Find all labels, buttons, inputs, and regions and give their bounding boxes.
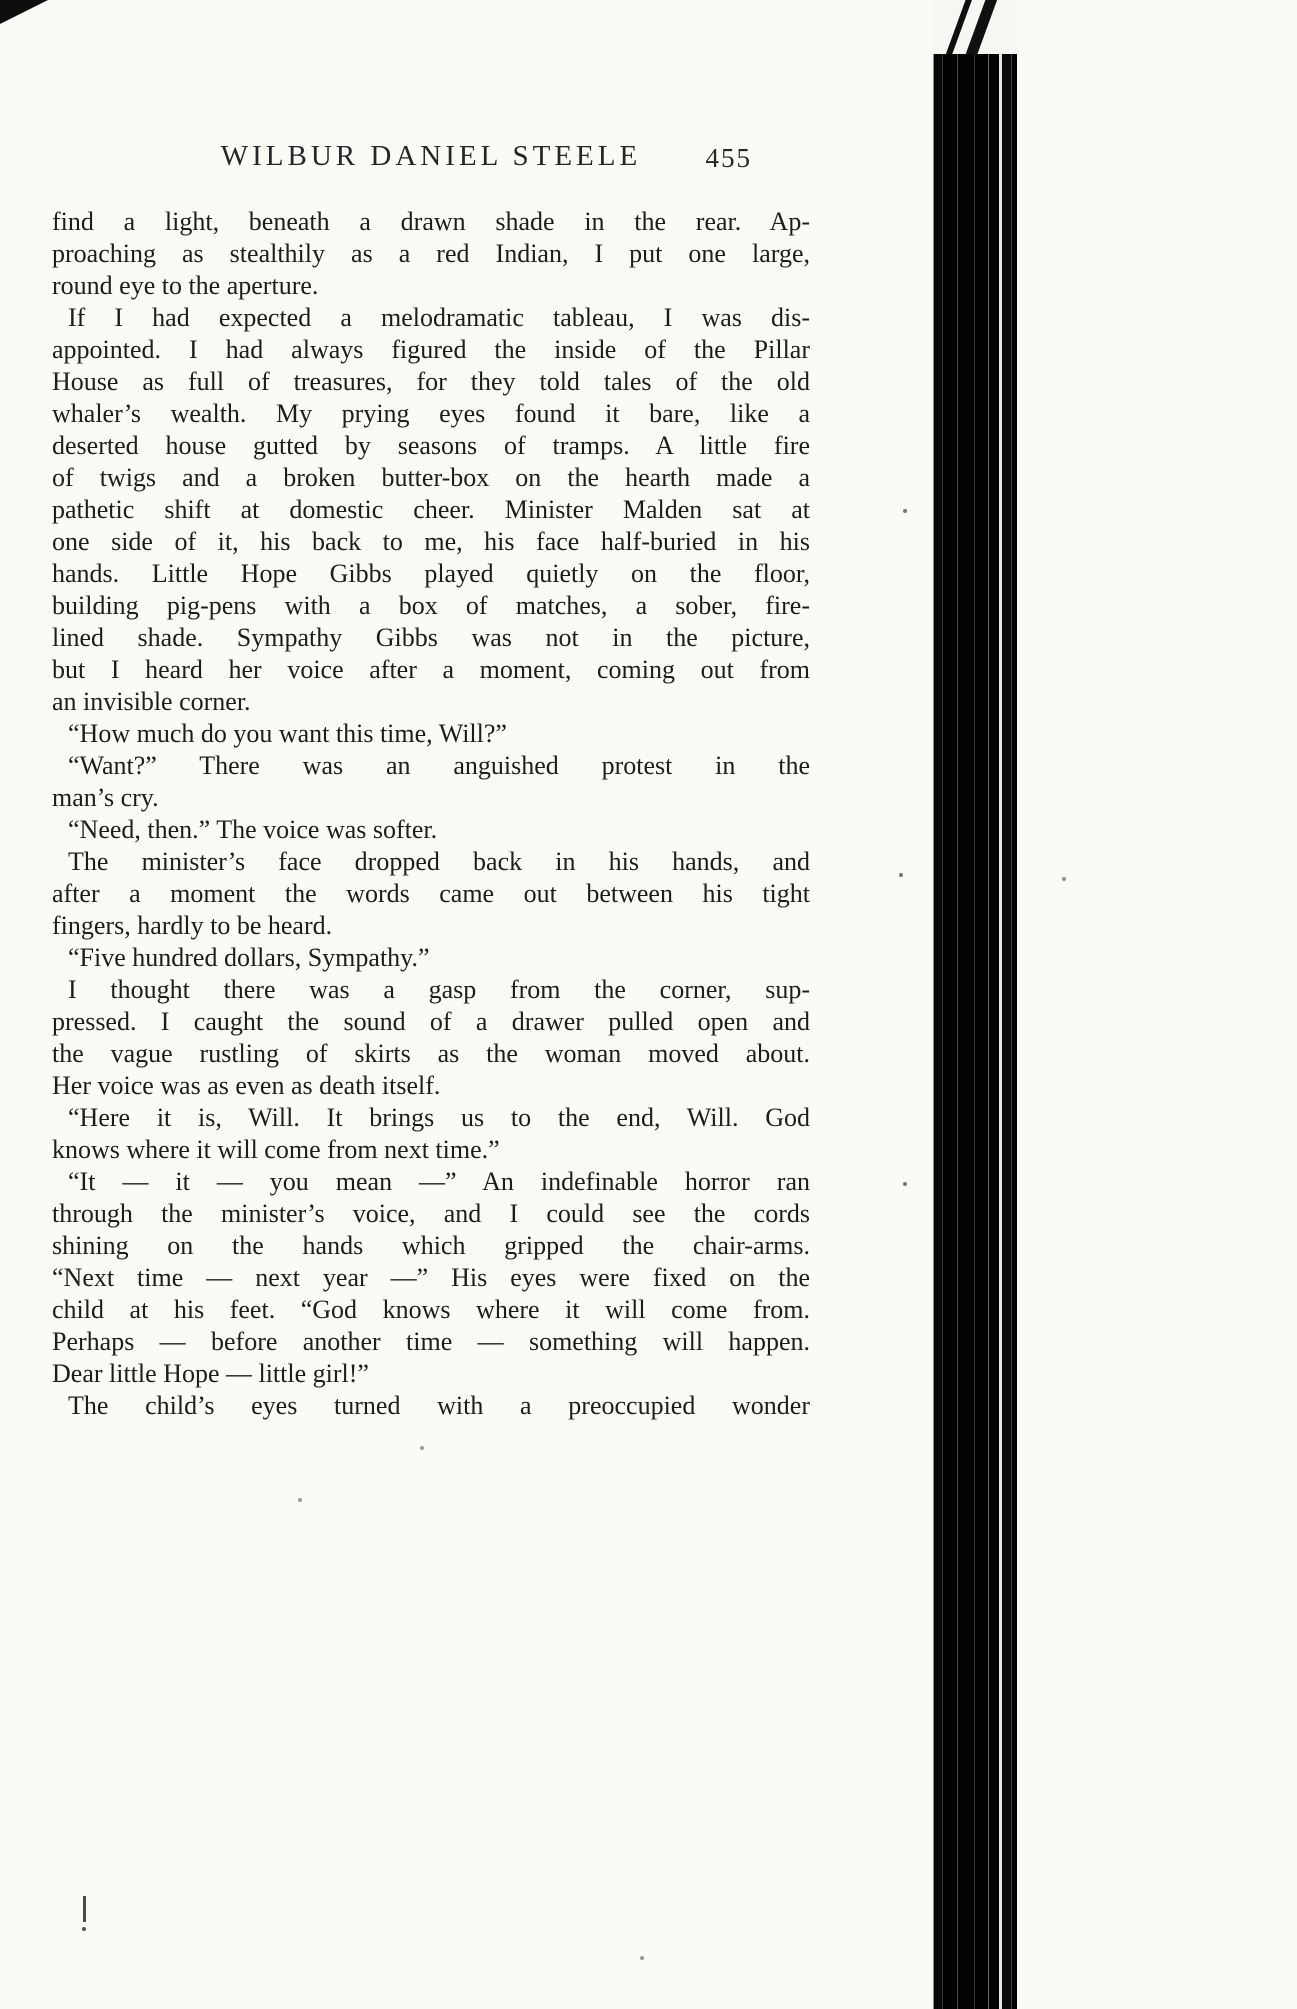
- text-line: man’s cry.: [52, 783, 159, 812]
- text-line: proaching as stealthily as a red Indian, I put one large,: [52, 239, 810, 268]
- text-line: an invisible corner.: [52, 687, 251, 716]
- text-line: pressed. I caught the sound of a drawer pulled open and: [52, 1007, 810, 1036]
- text-line: one side of it, his back to me, his face half-buried in his: [52, 527, 810, 556]
- scan-speck: [420, 1446, 424, 1450]
- text-line: Her voice was as even as death itself.: [52, 1071, 441, 1100]
- text-line: whaler’s wealth. My prying eyes found it bare, like a: [52, 399, 810, 428]
- text-line: Dear little Hope — little girl!”: [52, 1359, 369, 1388]
- text-line: “Here it is, Will. It brings us to the end, Will. God: [68, 1103, 810, 1132]
- text-line: The child’s eyes turned with a preoccupied wonder: [68, 1391, 810, 1420]
- text-line: child at his feet. “God knows where it will come from.: [52, 1295, 810, 1324]
- scan-speck: [903, 509, 907, 513]
- text-line: round eye to the aperture.: [52, 271, 319, 300]
- text-line: The minister’s face dropped back in his hands, and: [68, 847, 810, 876]
- ink-smudge-mark: [83, 1896, 86, 1922]
- corner-fold-mark: [0, 0, 48, 24]
- text-line: after a moment the words came out between his tight: [52, 879, 810, 908]
- binding-top-corner: [933, 0, 1017, 54]
- page-number: 455: [705, 143, 752, 173]
- text-line: shining on the hands which gripped the chair-arms.: [52, 1231, 810, 1260]
- text-line: the vague rustling of skirts as the woman moved about.: [52, 1039, 810, 1068]
- scan-speck: [1062, 877, 1066, 881]
- text-line: appointed. I had always figured the inside of the Pillar: [52, 335, 810, 364]
- text-line: “Next time — next year —” His eyes were fixed on the: [52, 1263, 810, 1292]
- text-line: “It — it — you mean —” An indefinable horror ran: [68, 1167, 810, 1196]
- page-header: [52, 140, 810, 180]
- text-line: I thought there was a gasp from the corner, sup-: [68, 975, 810, 1004]
- text-line: of twigs and a broken butter-box on the hearth made a: [52, 463, 810, 492]
- text-line: House as full of treasures, for they told tales of the old: [52, 367, 810, 396]
- text-line: If I had expected a melodramatic tableau, I was dis-: [68, 303, 810, 332]
- text-line: lined shade. Sympathy Gibbs was not in the picture,: [52, 623, 810, 652]
- text-line: fingers, hardly to be heard.: [52, 911, 333, 940]
- text-line: find a light, beneath a drawn shade in the rear. Ap-: [52, 207, 810, 236]
- text-line: “Need, then.” The voice was softer.: [68, 815, 438, 844]
- text-line: deserted house gutted by seasons of tramps. A little fire: [52, 431, 810, 460]
- text-line: building pig-pens with a box of matches, a sober, fire-: [52, 591, 810, 620]
- text-line: “Five hundred dollars, Sympathy.”: [68, 943, 430, 972]
- text-line: “Want?” There was an anguished protest in the: [68, 751, 810, 780]
- text-line: hands. Little Hope Gibbs played quietly on the floor,: [52, 559, 810, 588]
- scan-speck: [298, 1498, 302, 1502]
- text-line: pathetic shift at domestic cheer. Minister Malden sat at: [52, 495, 810, 524]
- text-line: knows where it will come from next time.”: [52, 1135, 500, 1164]
- text-line: Perhaps — before another time — something will happen.: [52, 1327, 810, 1356]
- text-line: but I heard her voice after a moment, coming out from: [52, 655, 810, 684]
- page-title: WILBUR DANIEL STEELE: [220, 140, 642, 172]
- scan-speck: [640, 1956, 644, 1960]
- page-lines: [52, 206, 810, 1422]
- scan-speck: [899, 873, 903, 877]
- binding-shadow: [933, 0, 1017, 2009]
- text-line: through the minister’s voice, and I could see the cords: [52, 1199, 810, 1228]
- scan-speck: [903, 1182, 907, 1186]
- text-line: “How much do you want this time, Will?”: [68, 719, 507, 748]
